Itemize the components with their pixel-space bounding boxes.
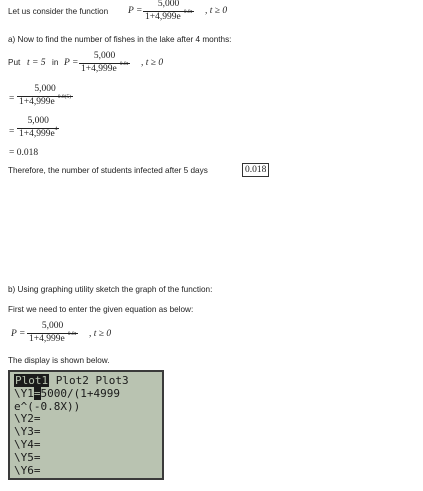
b-fraction-denominator <box>27 333 78 345</box>
intro-eq-condition: , t ≥ 0 <box>205 6 228 16</box>
intro-fraction <box>143 0 194 22</box>
put-fraction <box>79 52 130 74</box>
step1-den-base: 1+4,999e <box>19 96 55 107</box>
calc-y1-expr: 5000/(1+4999 <box>40 386 120 400</box>
calc-y2-row: \Y2= <box>14 412 41 426</box>
put-fraction-numerator: 5,000 <box>93 51 116 61</box>
intro-text: Let us consider the function <box>8 7 109 16</box>
calculator-screen <box>8 370 164 480</box>
calc-y3-row: \Y3= <box>14 425 41 439</box>
conclusion-text: Therefore, the number of students infected after 5 days <box>8 166 208 175</box>
calc-plot2: Plot2 <box>55 374 89 387</box>
step2-den-base: 1+4,999e <box>19 128 55 139</box>
intro-den-base: 1+4,999e <box>145 11 181 22</box>
step1-numerator: 5,000 <box>34 84 56 94</box>
put-eq: t = 5 <box>27 58 46 68</box>
calc-y1-cont-row: e^(-0.8X)) <box>14 399 81 413</box>
part-b-enter-text: First we need to enter the given equation as below: <box>8 305 194 314</box>
put-den-base: 1+4,999e <box>81 63 117 74</box>
calc-y1-row <box>14 388 158 401</box>
put-den-exp: −0.8t <box>116 61 129 68</box>
intro-fraction-denominator <box>143 11 194 23</box>
b-eq-lhs: P = <box>11 329 26 339</box>
put-in: in <box>52 58 59 67</box>
b-den-base: 1+4,999e <box>29 333 65 344</box>
put-text: Put <box>8 58 21 67</box>
b-den-exp: −0.8t <box>64 331 77 338</box>
b-eq-condition: , t ≥ 0 <box>89 329 112 339</box>
intro-eq-lhs: P = <box>128 6 143 16</box>
step2-numerator: 5,000 <box>27 116 49 126</box>
step1-equals: = <box>9 94 15 104</box>
calc-y6-row: \Y6= <box>14 463 41 477</box>
b-fraction <box>27 322 78 344</box>
intro-fraction-numerator: 5,000 <box>157 0 180 9</box>
step2-denominator <box>17 128 59 140</box>
step2-equals: = <box>9 127 15 137</box>
part-b-heading: b) Using graphing utility sketch the graph of the function: <box>8 285 213 294</box>
answer-box: 0.018 <box>242 163 269 177</box>
result-line: = 0.018 <box>9 148 39 158</box>
calc-plot3: Plot3 <box>95 374 129 387</box>
put-fraction-denominator <box>79 63 130 75</box>
put-eq-lhs: P = <box>64 58 79 68</box>
calc-cursor: = <box>33 386 41 400</box>
step1-den-exp: −0.8(5) <box>54 94 72 101</box>
calc-y5-row: \Y5= <box>14 450 41 464</box>
step1-fraction <box>17 85 73 107</box>
step2-den-exp: 4 <box>54 126 58 133</box>
display-text: The display is shown below. <box>8 356 110 365</box>
calc-y1-prefix: \Y1 <box>14 386 34 400</box>
intro-den-exp: −0.8t <box>180 9 193 16</box>
b-fraction-numerator: 5,000 <box>41 321 64 331</box>
step2-fraction <box>17 117 59 139</box>
step1-denominator <box>17 96 73 108</box>
part-a-heading: a) Now to find the number of fishes in the lake after 4 months: <box>8 35 232 44</box>
calc-plot1: Plot1 <box>15 374 49 387</box>
calc-y4-row: \Y4= <box>14 437 41 451</box>
put-eq-condition: , t ≥ 0 <box>141 58 164 68</box>
